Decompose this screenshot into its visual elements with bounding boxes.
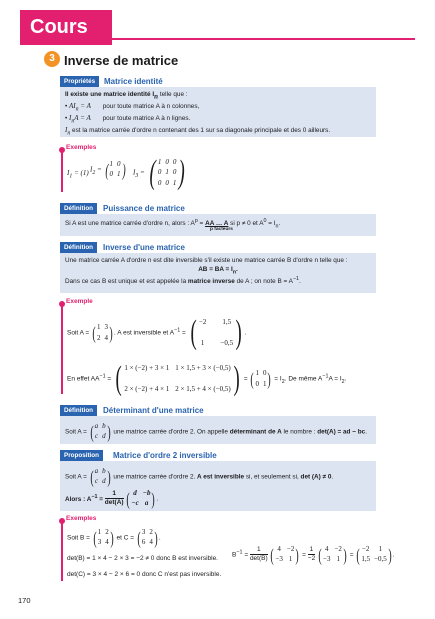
matrix-cell: 3	[97, 538, 102, 547]
example-bar	[61, 521, 63, 581]
matrix-cell: 4	[104, 333, 109, 342]
matrix-cell: −3	[275, 555, 283, 564]
def2-line3: Dans ce cas B est unique et est appelée la matrice inverse de A ; on note $B = A^{-1}$.	[65, 276, 301, 286]
matrix-cell: 1	[336, 555, 340, 564]
prop1-last: $I_n$ est la matrice carrée d'ordre n contenant des 1 sur sa diagonale principale et des 0 ailleurs.	[65, 126, 331, 137]
matrix-adjugate: ( d −b −c a )	[126, 488, 156, 509]
ex3-line1: Soit B = ( 1 2 3 4 ) et C = ( 3 2 6 4 ) .	[67, 527, 161, 548]
prop1-title: Matrice identité	[104, 77, 163, 86]
matrix-cell: 4	[149, 538, 153, 547]
matrix-cell: b	[102, 467, 106, 475]
frac-minus-two: $\frac{1}{-2}$	[307, 545, 316, 563]
matrix-cell: 2	[97, 333, 101, 342]
matrix-cell: 4	[277, 545, 281, 553]
matrix-cell: 2	[149, 528, 153, 536]
section-title	[49, 52, 179, 70]
matrix-cell: 0	[109, 170, 113, 179]
ex1-i1: $I_1 = (1)$	[67, 169, 89, 180]
matrix-cell: 1	[165, 168, 169, 177]
matrix-cell: 1	[255, 369, 259, 378]
matrix-i3: ( 1 0 0 0 1 0 0 0 1 )	[149, 154, 186, 191]
matrix-cell: 0	[117, 160, 121, 168]
prop2-box	[60, 461, 376, 511]
frac-det-b: $\frac{1}{\det(B)}$	[249, 545, 268, 563]
matrix-cell: 1	[200, 339, 205, 347]
def3-title: Déterminant d'une matrice	[103, 406, 204, 415]
matrix-cell: 1	[378, 545, 383, 553]
def2-box	[60, 253, 376, 293]
matrix-cell: 3	[104, 323, 109, 332]
matrix-cell: d	[102, 477, 106, 486]
matrix-cell: 1 × 1,5 + 3 × (−0,5)	[175, 363, 231, 372]
prop1-bullet-2: • $I_nA = A$ pour toute matrice A à n lignes.	[65, 113, 191, 125]
matrix-cell: 0	[172, 157, 177, 166]
prop1-intro: Il existe une matrice identité $I_n$ telle que :	[65, 91, 188, 101]
example-bar	[61, 150, 63, 192]
ex1-i3: $I_3$ = ( 1 0 0 0 1 0 0 0 1 )	[133, 156, 188, 190]
prop2-fraction: $\frac{1}{\det(A)}$	[104, 489, 124, 507]
def2-title: Inverse d'une matrice	[103, 243, 185, 252]
matrix-abcd: ( a b c d )	[89, 421, 111, 442]
prop1-box	[60, 87, 376, 137]
def2-tag: Définition	[60, 242, 97, 253]
ex1-label: Exemples	[66, 144, 97, 151]
matrix-m3: ( −2 1 1,5 −0,5 )	[356, 544, 392, 565]
matrix-cell: 4	[324, 545, 329, 553]
page-number: 170	[18, 596, 31, 605]
matrix-cell: d	[102, 432, 106, 441]
matrix-cell: −2	[361, 545, 370, 553]
matrix-cell: a	[94, 422, 99, 430]
matrix-cell: a	[144, 499, 149, 508]
matrix-cell: 0	[172, 168, 177, 177]
def2-line1: Une matrice carrée A d'ordre n est dite inversible s'il existe une matrice carrée B d'ordre n telle que :	[65, 257, 348, 264]
def3-box	[60, 416, 376, 444]
matrix-cell: 0	[157, 168, 162, 177]
matrix-cell: −b	[142, 488, 151, 497]
example-bar	[61, 304, 63, 394]
matrix-cell: 2 × (−2) + 4 × 1	[124, 385, 170, 393]
matrix-cell: 2	[105, 528, 109, 536]
header-rule	[112, 38, 415, 40]
matrix-c: ( 3 2 6 4 )	[137, 527, 158, 548]
ex1-i2: $I_2$ = ( 1 0 0 1 )	[90, 159, 126, 180]
matrix-cell: c	[94, 477, 98, 486]
matrix-cell: 1	[117, 170, 121, 179]
matrix-cell: −2	[286, 545, 295, 553]
def1-title: Puissance de matrice	[103, 204, 185, 213]
prop2-title: Matrice d'ordre 2 inversible	[113, 451, 217, 460]
prop2-line2: Alors : $A^{-1}$ = $\frac{1}{\det(A)}$ ( d −b −c a ) .	[65, 488, 159, 509]
matrix-cell: b	[102, 422, 106, 430]
matrix-cell: d	[133, 488, 137, 497]
ex3-label: Exemples	[66, 515, 97, 522]
matrix-cell: −0,5	[374, 555, 387, 564]
matrix-a-inverse: ( −2 1,5 1 −0,5 )	[190, 314, 242, 351]
prop1-bullet-1: • $AI_n = A$ pour toute matrice A à n colonnes,	[65, 101, 200, 113]
prop2-line1: Soit A = ( a b c d ) une matrice carrée d'ordre 2. A est inversible si, et seulement si, det (A) ≠ 0.	[65, 466, 334, 487]
def1-text: Si A est une matrice carrée d'ordre n, alors : $A^p$ = AA … A si p ≠ 0 et $A^0 = I_n$.	[65, 218, 281, 230]
matrix-cell: 0	[262, 369, 267, 378]
matrix-cell: −0,5	[220, 339, 234, 347]
prop2-tag: Proposition	[60, 450, 103, 461]
matrix-abcd: ( a b c d )	[89, 466, 111, 487]
matrix-cell: −2	[198, 317, 207, 326]
def2-line2: AB = BA = $I_n$.	[198, 265, 238, 275]
chapter-tab-label: Cours	[30, 16, 88, 38]
matrix-cell: 1	[109, 160, 113, 168]
matrix-cell: 1	[97, 528, 102, 536]
matrix-cell: 3	[141, 528, 146, 536]
matrix-cell: 1 × (−2) + 3 × 1	[124, 363, 170, 372]
matrix-cell: c	[94, 432, 98, 441]
matrix-cell: 1	[262, 379, 267, 388]
matrix-cell: −c	[131, 499, 139, 508]
def1-underbrace: p facteurs	[210, 227, 233, 232]
def1-tag: Définition	[60, 203, 97, 214]
matrix-a: ( 1 3 2 4 )	[92, 323, 113, 343]
matrix-cell: 6	[141, 538, 146, 547]
matrix-cell: 0	[165, 157, 169, 166]
matrix-cell: a	[94, 467, 99, 475]
matrix-cell: 4	[105, 538, 109, 547]
matrix-cell: 1	[157, 157, 162, 166]
matrix-cell: 1	[172, 178, 177, 187]
ex2-line2: En effet $AA^{-1}$ = ( 1 × (−2) + 3 × 1 1 × 1,5 + 3 × (−0,5) 2 × (−2) + 4 × 1 2 × 1,5 + 4 × (−0,5) ) = ( 1 0 0 1 ) = $I_2$. De même $A^{-1}A = I_2$.	[67, 360, 347, 397]
matrix-cell: −2	[334, 545, 342, 553]
def3-text: Soit A = ( a b c d ) une matrice carrée d'ordre 2. On appelle déterminant de A le nombre : det(A) = ad − bc.	[65, 421, 367, 442]
section-title-text: Inverse de matrice	[64, 53, 179, 68]
ex3-binv: $B^{-1}$ = $\frac{1}{\det(B)}$ ( 4 −2 −3 1 ) = $\frac{1}{-2}$ ( 4 −2 −3 1 ) = ( −2 1 1,5 −0,5 ) .	[232, 544, 395, 565]
matrix-cell: 1	[97, 323, 101, 332]
def3-tag: Définition	[60, 405, 97, 416]
matrix-i2: ( 1 0 0 1 )	[104, 159, 126, 180]
matrix-cell: 0	[165, 178, 169, 187]
matrix-cell: 0	[255, 379, 259, 388]
matrix-cell: 1,5	[361, 555, 371, 564]
ex3-detb: det(B) = 1 × 4 − 2 × 3 = −2 ≠ 0 donc B est inversible.	[67, 555, 218, 562]
section-number: 3	[44, 51, 60, 67]
def1-box	[60, 214, 376, 236]
matrix-cell: 2 × 1,5 + 4 × (−0,5)	[175, 385, 231, 393]
matrix-m1: ( 4 −2 −3 1 )	[270, 544, 300, 565]
matrix-product: ( 1 × (−2) + 3 × 1 1 × 1,5 + 3 × (−0,5) 2 × (−2) + 4 × 1 2 × 1,5 + 4 × (−0,5) )	[115, 360, 240, 397]
matrix-cell: 1,5	[222, 317, 232, 326]
chapter-tab	[20, 10, 112, 45]
prop1-tag: Propriétés	[60, 76, 99, 87]
matrix-cell: 1	[288, 555, 293, 564]
ex3-detc: det(C) = 3 × 4 − 2 × 6 = 0 donc C n'est pas inversible.	[67, 571, 222, 578]
ex2-label: Exemple	[66, 298, 93, 305]
matrix-identity: ( 1 0 0 1 )	[250, 369, 272, 389]
matrix-cell: 0	[157, 178, 162, 187]
matrix-cell: −3	[323, 555, 331, 564]
matrix-m2: ( 4 −2 −3 1 )	[318, 544, 347, 565]
ex2-line1: Soit A = ( 1 3 2 4 ) . A est inversible et $A^{-1}$ = ( −2 1,5 1 −0,5 ) .	[67, 314, 247, 351]
matrix-b: ( 1 2 3 4 )	[93, 527, 114, 548]
